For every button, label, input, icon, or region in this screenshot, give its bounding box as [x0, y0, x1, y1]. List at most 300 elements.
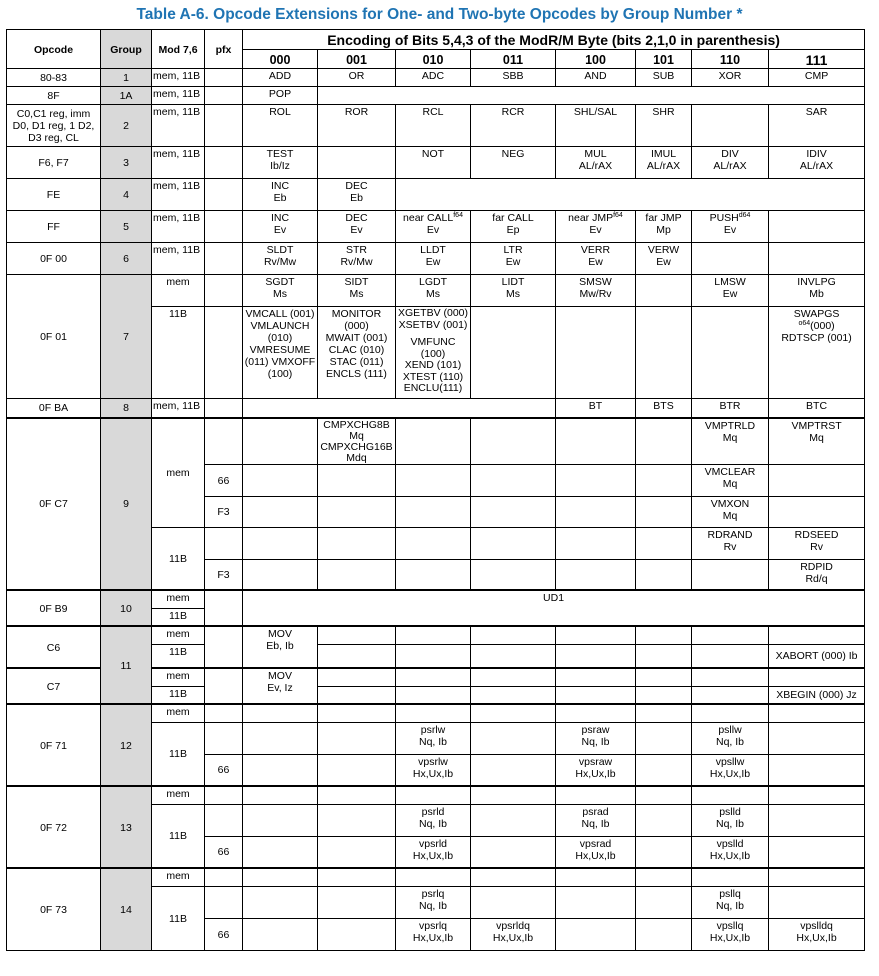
mnemonic: near JMP: [568, 212, 614, 224]
mod-cell: mem: [152, 275, 205, 307]
opcode-cell: 0F 71: [7, 704, 101, 786]
encoding-cell: SAR: [769, 105, 865, 147]
encoding-cell: [318, 722, 396, 754]
encoding-cell: [692, 786, 769, 804]
operand: Ms: [349, 288, 364, 300]
operand: Eb: [273, 192, 287, 204]
encoding-cell: [396, 307, 471, 399]
mod-cell: mem: [152, 668, 205, 686]
encoding-cell: [243, 464, 318, 496]
operand: Ms: [506, 288, 520, 300]
table-row: [7, 211, 865, 243]
mnemonic: INC: [270, 212, 290, 224]
pfx-cell: [205, 626, 243, 668]
mnemonic: pslld: [719, 805, 741, 818]
encoding-cell: [396, 211, 471, 243]
mod-cell: mem, 11B: [152, 147, 205, 179]
mnemonic: VMPTRST: [791, 419, 842, 432]
mod-cell: mem: [152, 704, 205, 722]
mnemonic: psrlw: [420, 723, 446, 736]
encoding-cell: AND: [556, 69, 636, 87]
mnemonic: vpsrldq: [496, 919, 530, 932]
mnemonic: (010): [267, 332, 293, 344]
encoding-cell: [556, 722, 636, 754]
mnemonic: vpslld: [716, 837, 744, 850]
table-row: [7, 147, 865, 179]
encoding-cell: [396, 804, 471, 836]
mod-cell: mem, 11B: [152, 69, 205, 87]
group-cell: 6: [101, 243, 152, 275]
mod-cell: mem: [152, 418, 205, 528]
encoding-cell: ADC: [396, 69, 471, 87]
encoding-cell: UD1: [243, 590, 865, 626]
pfx-cell: [205, 668, 243, 704]
mnemonic: SLDT: [266, 244, 294, 256]
mnemonic: MOV: [268, 628, 292, 640]
operand: Hx,Ux,Ib: [412, 849, 454, 862]
table-row: [7, 626, 865, 644]
operand: Mq: [809, 431, 824, 444]
encoding-cell: [692, 704, 769, 722]
mnemonic: MOV: [268, 670, 292, 682]
encoding-cell: [243, 836, 318, 868]
encoding-cell: [636, 918, 692, 950]
operand: Mq: [722, 509, 738, 522]
encoding-cell: [769, 836, 865, 868]
operand: Eb, Ib: [266, 640, 294, 652]
pfx-cell: [205, 704, 243, 722]
mnemonic: VMRESUME: [249, 344, 311, 356]
encoding-cell: [243, 886, 318, 918]
mnemonic: near CALL: [403, 212, 454, 224]
operand: Ew: [722, 288, 738, 300]
mod-cell: 11B: [152, 608, 205, 626]
table-row: [7, 868, 865, 886]
encoding-cell: RCR: [471, 105, 556, 147]
pfx-cell: 66: [205, 918, 243, 950]
mod-cell: mem, 11B: [152, 87, 205, 105]
mnemonic: (000): [344, 320, 369, 332]
encoding-cell: [636, 275, 692, 307]
encoding-cell: [243, 722, 318, 754]
encoding-cell: [556, 275, 636, 307]
encoding-cell: [396, 644, 471, 668]
mnemonic: RDTSCP (001): [781, 332, 852, 344]
encoding-cell: [556, 418, 636, 465]
mnemonic: DEC: [345, 212, 368, 224]
encoding-cell: [769, 668, 865, 686]
table-row: [7, 704, 865, 722]
encoding-cell: [471, 918, 556, 950]
pfx-cell: [205, 179, 243, 211]
mnemonic: vpsraw: [578, 755, 613, 768]
encoding-cell: ROR: [318, 105, 396, 147]
mnemonic: INVLPG: [797, 276, 836, 288]
opcode-cell: C0,C1 reg, imm D0, D1 reg, 1 D2, D3 reg, CL: [7, 105, 101, 147]
encoding-cell: [769, 704, 865, 722]
encoding-cell: [636, 626, 692, 644]
encoding-cell: [692, 918, 769, 950]
encoding-cell: [243, 418, 318, 465]
mod-cell: 11B: [152, 686, 205, 704]
mnemonic: VERR: [580, 244, 611, 256]
encoding-cell: [471, 527, 556, 559]
mnemonic: CLAC (010): [328, 344, 385, 356]
operand: Ib/Iz: [270, 160, 290, 172]
encoding-cell: [769, 559, 865, 590]
encoding-cell: [692, 105, 769, 147]
pfx-cell: [205, 147, 243, 179]
header-pfx: pfx: [205, 30, 243, 69]
encoding-cell: [769, 243, 865, 275]
mnemonic: vpsrld: [418, 837, 447, 850]
encoding-cell: [318, 243, 396, 275]
encoding-cell: [243, 399, 556, 418]
encoding-cell: [243, 527, 318, 559]
mnemonic: ENCLS (111): [326, 368, 387, 380]
encoding-cell: [318, 886, 396, 918]
header-bits-110: 110: [692, 50, 769, 69]
pfx-cell: 66: [205, 836, 243, 868]
header-bits-010: 010: [396, 50, 471, 69]
operand: Mdq: [346, 451, 367, 464]
mnemonic: SIDT: [344, 276, 369, 288]
encoding-cell: [556, 668, 636, 686]
encoding-cell: [318, 464, 396, 496]
mnemonic: CMPXCHG8B Mq: [323, 418, 390, 442]
encoding-cell: [769, 626, 865, 644]
opcode-cell: F6, F7: [7, 147, 101, 179]
mnemonic: vpslldq: [800, 919, 833, 932]
encoding-cell: [636, 147, 692, 179]
encoding-cell: [243, 626, 318, 668]
mnemonic: NEG: [501, 148, 525, 160]
encoding-cell: [636, 464, 692, 496]
encoding-cell: [243, 668, 318, 704]
encoding-cell: [636, 886, 692, 918]
encoding-cell: [471, 786, 556, 804]
encoding-cell: [243, 307, 318, 399]
encoding-cell: [318, 804, 396, 836]
encoding-cell: [692, 644, 769, 668]
encoding-cell: [556, 527, 636, 559]
encoding-cell: [318, 786, 396, 804]
mnemonic: VMLAUNCH: [250, 320, 310, 332]
mnemonic: PUSH: [709, 212, 739, 224]
operand: Mb: [809, 288, 824, 300]
mnemonic: MONITOR: [331, 308, 382, 320]
mnemonic: NOT: [421, 148, 445, 160]
encoding-cell: [471, 307, 556, 399]
pfx-cell: [205, 868, 243, 886]
encoding-cell: [692, 527, 769, 559]
encoding-cell: [636, 704, 692, 722]
encoding-cell: [471, 418, 556, 465]
mnemonic: XEND (101): [404, 359, 462, 371]
group-cell: 8: [101, 399, 152, 418]
encoding-cell: [396, 836, 471, 868]
encoding-cell: [692, 559, 769, 590]
mnemonic: VMCLEAR: [704, 465, 756, 478]
operand: Ev: [426, 224, 440, 236]
encoding-cell: [692, 626, 769, 644]
encoding-cell: [396, 527, 471, 559]
operand: Ms: [273, 288, 287, 300]
encoding-cell: [243, 243, 318, 275]
mnemonic: far CALL: [492, 212, 534, 224]
group-cell: 4: [101, 179, 152, 211]
mnemonic: ENCLU(111): [403, 382, 463, 394]
encoding-cell: XBEGIN (000) Jz: [769, 686, 865, 704]
pfx-cell: [205, 527, 243, 559]
encoding-cell: [556, 804, 636, 836]
mod-cell: mem: [152, 868, 205, 886]
opcode-cell: 0F 73: [7, 868, 101, 950]
encoding-cell: CMP: [769, 69, 865, 87]
mnemonic: INC: [270, 180, 290, 192]
group-cell: 5: [101, 211, 152, 243]
encoding-cell: [769, 918, 865, 950]
mnemonic: DIV: [721, 148, 739, 160]
table-row: [7, 243, 865, 275]
mnemonic: psllw: [718, 723, 742, 736]
mnemonic: (000): [810, 320, 835, 332]
mnemonic: IDIV: [806, 148, 827, 160]
encoding-cell: [556, 686, 636, 704]
encoding-cell: SBB: [471, 69, 556, 87]
encoding-cell: [396, 496, 471, 527]
operand: Ew: [425, 256, 441, 268]
encoding-cell: [471, 626, 556, 644]
mnemonic: SGDT: [265, 276, 295, 288]
encoding-cell: [556, 644, 636, 668]
encoding-cell: [636, 418, 692, 465]
operand: Hx,Ux,Ib: [412, 767, 454, 780]
encoding-cell: [471, 243, 556, 275]
header-bits-000: 000: [243, 50, 318, 69]
pfx-cell: [205, 804, 243, 836]
encoding-cell: [471, 804, 556, 836]
encoding-cell: ROL: [243, 105, 318, 147]
mnemonic: LMSW: [714, 276, 746, 288]
operand: Hx,Ux,Ib: [796, 931, 837, 944]
mnemonic: vpsrad: [579, 837, 612, 850]
encoding-cell: [556, 754, 636, 786]
encoding-cell: [318, 87, 865, 105]
mnemonic: vpsrlw: [418, 755, 448, 768]
table-row: [7, 275, 865, 307]
table-title: Table A-6. Opcode Extensions for One- and Two-byte Opcodes by Group Number *: [136, 6, 743, 23]
group-cell: 1: [101, 69, 152, 87]
pfx-cell: [205, 886, 243, 918]
encoding-cell: [692, 886, 769, 918]
opcode-cell: 0F B9: [7, 590, 101, 626]
header-group: Group: [101, 30, 152, 69]
encoding-cell: [243, 918, 318, 950]
encoding-cell: [556, 243, 636, 275]
operand: Hx,Ux,Ib: [709, 931, 751, 944]
header-opcode: Opcode: [7, 30, 101, 69]
pfx-cell: 66: [205, 754, 243, 786]
encoding-cell: [636, 668, 692, 686]
encoding-cell: [471, 686, 556, 704]
encoding-cell: [471, 559, 556, 590]
mnemonic: MWAIT (001): [325, 332, 388, 344]
encoding-cell: [636, 804, 692, 836]
operand: Nq, Ib: [581, 817, 610, 830]
encoding-cell: [243, 147, 318, 179]
encoding-cell: [636, 754, 692, 786]
table-row: [7, 105, 865, 147]
pfx-cell: [205, 418, 243, 465]
encoding-cell: [396, 868, 471, 886]
operand: Nq, Ib: [418, 899, 447, 912]
encoding-cell: [636, 836, 692, 868]
table-row: [7, 418, 865, 465]
encoding-cell: [636, 559, 692, 590]
mnemonic: XGETBV (000): [397, 307, 469, 319]
operand: Hx,Ux,Ib: [709, 767, 751, 780]
encoding-cell: [471, 754, 556, 786]
encoding-cell: [396, 686, 471, 704]
encoding-cell: [471, 496, 556, 527]
operand: Mq: [722, 431, 738, 444]
operand: Nq, Ib: [715, 817, 744, 830]
mnemonic: CMPXCHG16B: [320, 440, 393, 453]
operand: Mw/Rv: [579, 288, 612, 300]
pfx-cell: [205, 275, 243, 307]
operand: Ew: [656, 256, 671, 268]
operand: Rv/Mw: [263, 256, 297, 268]
encoding-cell: [636, 868, 692, 886]
mod-cell: 11B: [152, 804, 205, 868]
mod-cell: 11B: [152, 307, 205, 399]
encoding-cell: [471, 886, 556, 918]
encoding-cell: [318, 836, 396, 868]
mnemonic: (100): [420, 347, 446, 360]
table-row: [7, 87, 865, 105]
mnemonic: vpsllw: [715, 755, 745, 768]
encoding-cell: [318, 686, 396, 704]
encoding-cell: [318, 527, 396, 559]
encoding-cell: [692, 496, 769, 527]
encoding-cell: [769, 496, 865, 527]
mnemonic: VMCALL (001): [245, 308, 315, 320]
mod-cell: mem: [152, 786, 205, 804]
group-cell: 1A: [101, 87, 152, 105]
encoding-cell: [556, 918, 636, 950]
encoding-cell: [396, 886, 471, 918]
encoding-cell: [471, 211, 556, 243]
operand: Nq, Ib: [418, 817, 447, 830]
opcode-cell: 0F C7: [7, 418, 101, 591]
encoding-cell: [243, 868, 318, 886]
group-cell: 3: [101, 147, 152, 179]
encoding-cell: [769, 722, 865, 754]
encoding-cell: [769, 275, 865, 307]
operand: Eb: [350, 192, 363, 204]
encoding-cell: [396, 704, 471, 722]
encoding-cell: [318, 868, 396, 886]
mnemonic: far JMP: [645, 212, 682, 224]
encoding-cell: [556, 626, 636, 644]
encoding-cell: [636, 722, 692, 754]
mod-cell: 11B: [152, 722, 205, 786]
mnemonic: psraw: [581, 723, 610, 736]
mnemonic: VMFUNC: [410, 336, 456, 348]
encoding-cell: [636, 527, 692, 559]
mnemonic: psrlq: [421, 887, 445, 900]
encoding-cell: [396, 275, 471, 307]
encoding-cell: [243, 179, 318, 211]
encoding-cell: BTC: [769, 399, 865, 418]
encoding-cell: [692, 464, 769, 496]
operand: Hx,Ux,Ib: [709, 849, 751, 862]
opcode-cell: FE: [7, 179, 101, 211]
encoding-cell: [692, 686, 769, 704]
encoding-cell: [769, 886, 865, 918]
encoding-cell: [396, 668, 471, 686]
opcode-cell: C6: [7, 626, 101, 668]
header-bits-001: 001: [318, 50, 396, 69]
encoding-cell: [318, 626, 396, 644]
encoding-cell: [692, 836, 769, 868]
superscript: d64: [738, 212, 751, 219]
mnemonic: RDRAND: [707, 528, 753, 541]
table-row: [7, 590, 865, 608]
mod-cell: mem, 11B: [152, 243, 205, 275]
encoding-cell: [318, 496, 396, 527]
operand: Ev: [723, 224, 737, 236]
operand: Mp: [656, 224, 671, 236]
pfx-cell: [205, 105, 243, 147]
encoding-cell: [636, 496, 692, 527]
encoding-cell: SHR: [636, 105, 692, 147]
encoding-cell: [318, 307, 396, 399]
operand: Hx,Ux,Ib: [412, 931, 454, 944]
opcode-cell: C7: [7, 668, 101, 704]
mnemonic: VERW: [647, 244, 680, 256]
encoding-cell: BTR: [692, 399, 769, 418]
encoding-cell: [471, 704, 556, 722]
encoding-cell: POP: [243, 87, 318, 105]
opcode-cell: 80-83: [7, 69, 101, 87]
opcode-cell: 8F: [7, 87, 101, 105]
encoding-cell: [243, 786, 318, 804]
table-row: [7, 399, 865, 418]
mnemonic: MUL: [584, 148, 607, 160]
encoding-cell: [636, 307, 692, 399]
pfx-cell: [205, 211, 243, 243]
encoding-cell: [556, 786, 636, 804]
encoding-cell: [396, 559, 471, 590]
encoding-cell: [471, 722, 556, 754]
mnemonic: LIDT: [501, 276, 525, 288]
operand: Rv: [723, 540, 737, 553]
opcode-cell: FF: [7, 211, 101, 243]
operand: Mq: [722, 477, 738, 490]
encoding-cell: [243, 211, 318, 243]
encoding-cell: [692, 211, 769, 243]
operand: AL/rAX: [713, 160, 747, 172]
encoding-cell: SHL/SAL: [556, 105, 636, 147]
operand: Ew: [505, 256, 521, 268]
operand: Ep: [506, 224, 520, 236]
encoding-cell: [769, 868, 865, 886]
pfx-cell: [205, 243, 243, 275]
mnemonic: SWAPGS: [793, 308, 840, 320]
pfx-cell: [205, 69, 243, 87]
